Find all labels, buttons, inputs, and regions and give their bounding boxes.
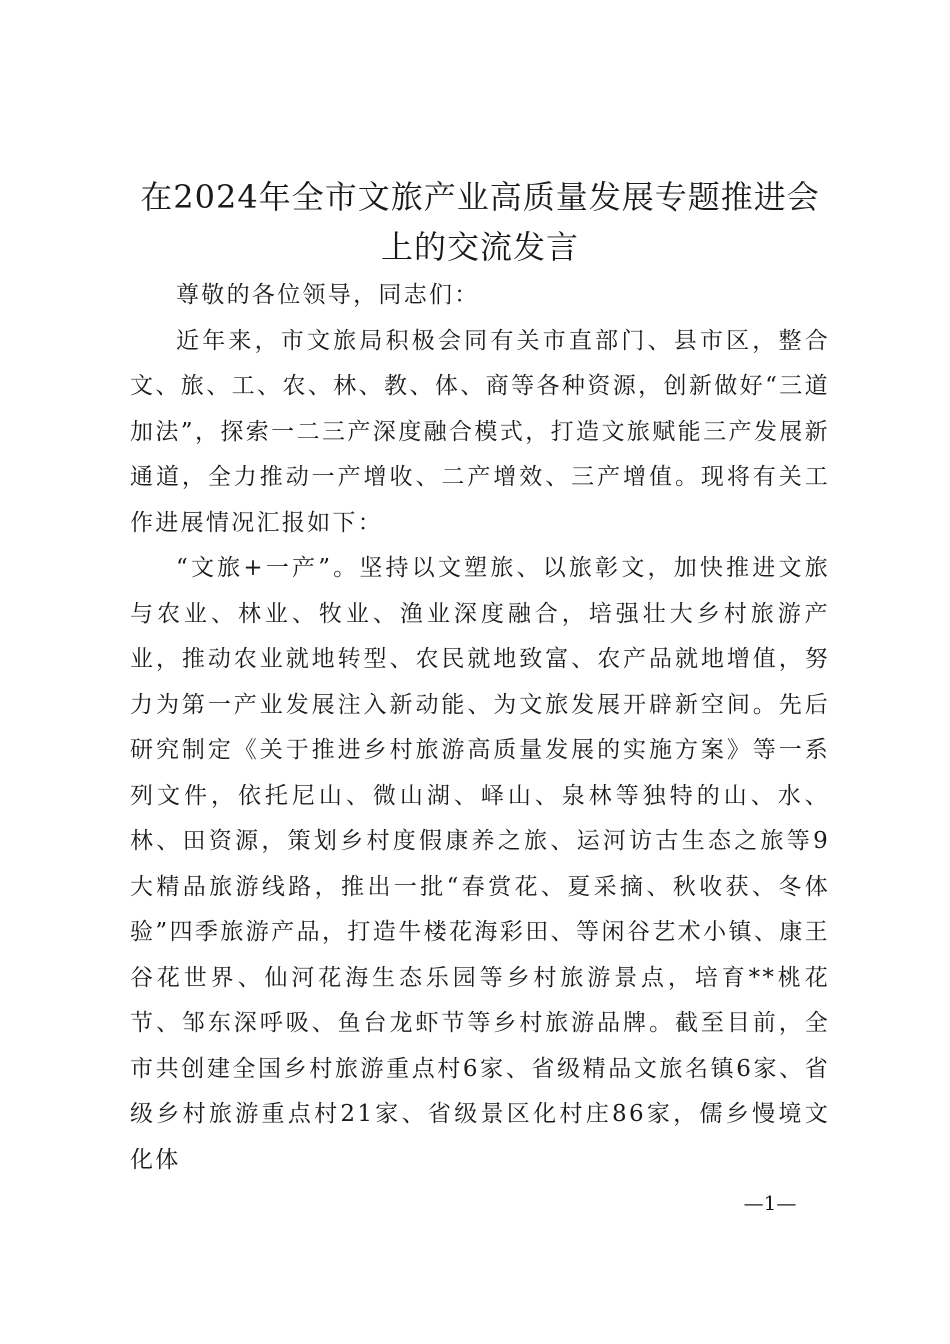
document-title: 在2024年全市文旅产业高质量发展专题推进会上的交流发言 bbox=[140, 178, 820, 266]
page-number: —1— bbox=[743, 1191, 797, 1215]
body-paragraph: 近年来，市文旅局积极会同有关市直部门、县市区，整合文、旅、工、农、林、教、体、商等各种资源，创新做好“三道加法”，探索一二三产深度融合模式，打造文旅赋能三产发展新通道，全力推动一产增收、二产增效、三产增值。现将有关工作进展情况汇报如下： bbox=[130, 327, 830, 536]
body-paragraph: “文旅+一产”。坚持以文塑旅、以旅彰文，加快推进文旅与农业、林业、牧业、渔业深度融合，培强壮大乡村旅游产业，推动农业就地转型、农民就地致富、农产品就地增值，努力为第一产业发展注入新动能、为文旅发展开辟新空间。先后研究制定《关于推进乡村旅游高质量发展的实施方案》等一系列文件，依托尼山、微山湖、峄山、泉林等独特的山、水、林、田资源，策划乡村度假康养之旅、运河访古生态之旅等9大精品旅游线路，推出一批“春赏花、夏采摘、秋收获、冬体验”四季旅游产品，打造牛楼花海彩田、等闲谷艺术小镇、康王谷花世界、仙河花海生态乐园等乡村旅游景点，培育**桃花节、邹东深呼吸、鱼台龙虾节等乡村旅游品牌。截至目前，全市共创建全国乡村旅游重点村6家、省级精品文旅名镇6家、省级乡村旅游重点村21家、省级景区化村庄86家，儒乡慢境文化体 bbox=[130, 555, 830, 1173]
document-body bbox=[130, 273, 830, 1183]
greeting-paragraph: 尊敬的各位领导，同志们： bbox=[176, 282, 480, 308]
